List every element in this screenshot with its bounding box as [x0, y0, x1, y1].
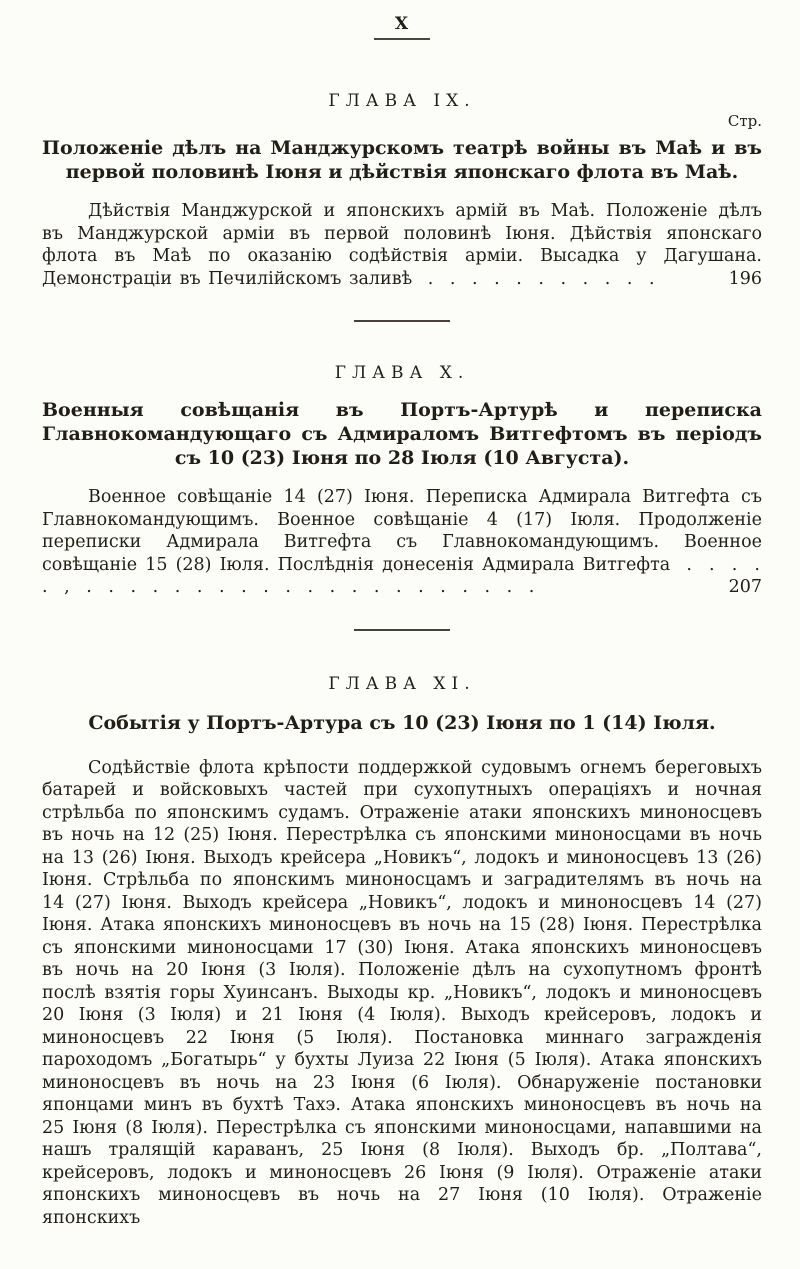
chapter-summary-ix: [42, 200, 762, 290]
chapter-heading-x: ГЛАВА X.: [334, 363, 470, 383]
chapter-summary-xi: [42, 757, 762, 1230]
summary-text: Военное совѣщаніе 14 (27) Іюня. Переписка Адмирала Витгефта съ Главнокомандующимъ. Военное совѣщаніе 4 (17) Іюля. Продолженіе переписки Адмирала Витгефта съ Главнокомандующимъ. Военное совѣщаніе 15 (28) Іюля. Послѣднія донесенія Адмирала Витгефта: [42, 487, 762, 575]
page-ref: 207: [723, 576, 762, 599]
page-header: [42, 14, 762, 40]
chapter-title-x: Военныя совѣщанія въ Портъ-Артурѣ и переписка Главнокомандующаго съ Адмираломъ Витгефтомъ въ періодъ съ 10 (23) Іюня по 28 Іюля (10 Августа).: [42, 399, 762, 469]
chapter-heading-ix: ГЛАВА IX.: [328, 91, 476, 111]
page-column-label: Стр.: [727, 112, 762, 130]
folio-rule: [374, 38, 430, 40]
chapter-summary-x: [42, 486, 762, 599]
section-divider: [354, 320, 450, 322]
chapter-section-ix: [42, 90, 762, 290]
section-divider: [354, 629, 450, 631]
chapter-title-ix: Положеніе дѣлъ на Манджурскомъ театрѣ войны въ Маѣ и въ первой половинѣ Іюня и дѣйствія японскаго флота въ Маѣ.: [42, 137, 762, 183]
summary-text: Дѣйствія Манджурской и японскихъ армій въ Маѣ. Положеніе дѣлъ въ Манджурской арміи въ первой половинѣ Іюня. Дѣйствія японскаго флота въ Маѣ по оказанію содѣйствія арміи. Высадка у Дагушана. Демонстраціи въ Печилійскомъ заливѣ: [42, 201, 762, 289]
chapter-title-xi: Событія у Портъ-Артура съ 10 (23) Іюня по 1 (14) Іюля.: [88, 711, 716, 734]
chapter-heading-xi: ГЛАВА XI.: [328, 673, 476, 694]
chapter-section-x: [42, 362, 762, 599]
page-ref: 196: [723, 268, 762, 291]
summary-text: Содѣйствіе флота крѣпости поддержкой судовымъ огнемъ береговыхъ батарей и войсковыхъ частей при сухопутныхъ операціяхъ и ночная стрѣльба по японскимъ судамъ. Отраженіе атаки японскихъ миноносцевъ въ ночь на 12 (25) Іюня. Перестрѣлка съ японскими миноносцами въ ночь на 13 (26) Іюня. Выходъ крейсера „Новикъ“, лодокъ и миноносцевъ 13 (26) Іюня. Стрѣльба по японскимъ миноносцамъ и заградителямъ въ ночь на 14 (27) Іюня. Выходъ крейсера „Новикъ“, лодокъ и миноносцевъ 14 (27) Іюня. Атака японскихъ миноносцевъ въ ночь на 15 (28) Іюня. Перестрѣлка съ японскими миноносцами 17 (30) Іюня. Атака японскихъ миноносцевъ въ ночь на 20 Іюня (3 Іюля). Положеніе дѣлъ на сухопутномъ фронтѣ послѣ взятія горы Хуинсанъ. Выходы кр. „Новикъ“, лодокъ и миноносцевъ 20 Іюня (3 Іюля) и 21 Іюня (4 Іюля). Выходъ крейсеровъ, лодокъ и миноносцевъ 22 Іюня (5 Іюля). Постановка миннаго загражденія пароходомъ „Богатырь“ у бухты Луиза 22 Іюня (5 Іюля). Атака японскихъ миноносцевъ въ ночь на 23 Іюня (6 Іюля). Обнаруженіе постановки японцами минъ въ бухтѣ Тахэ. Атака японскихъ миноносцевъ въ ночь на 25 Іюня (8 Іюля). Перестрѣлка съ японскими миноносцами, напавшими на нашъ тралящій караванъ, 25 Іюня (8 Іюля). Выходъ бр. „Полтава“, крейсеровъ, лодокъ и миноносцевъ 26 Іюня (9 Іюля). Отраженіе атаки японскихъ миноносцевъ въ ночь на 27 Іюня (10 Іюля). Отраженіе японскихъ: [42, 757, 762, 1228]
dot-leader: . . . . . . . . . . .: [427, 268, 657, 289]
folio-number: X: [394, 14, 410, 34]
dot-leader: . . . . . , . . . . . . . . . . . . . . . . . . . . .: [42, 554, 762, 597]
chapter-section-xi: [42, 673, 762, 1230]
